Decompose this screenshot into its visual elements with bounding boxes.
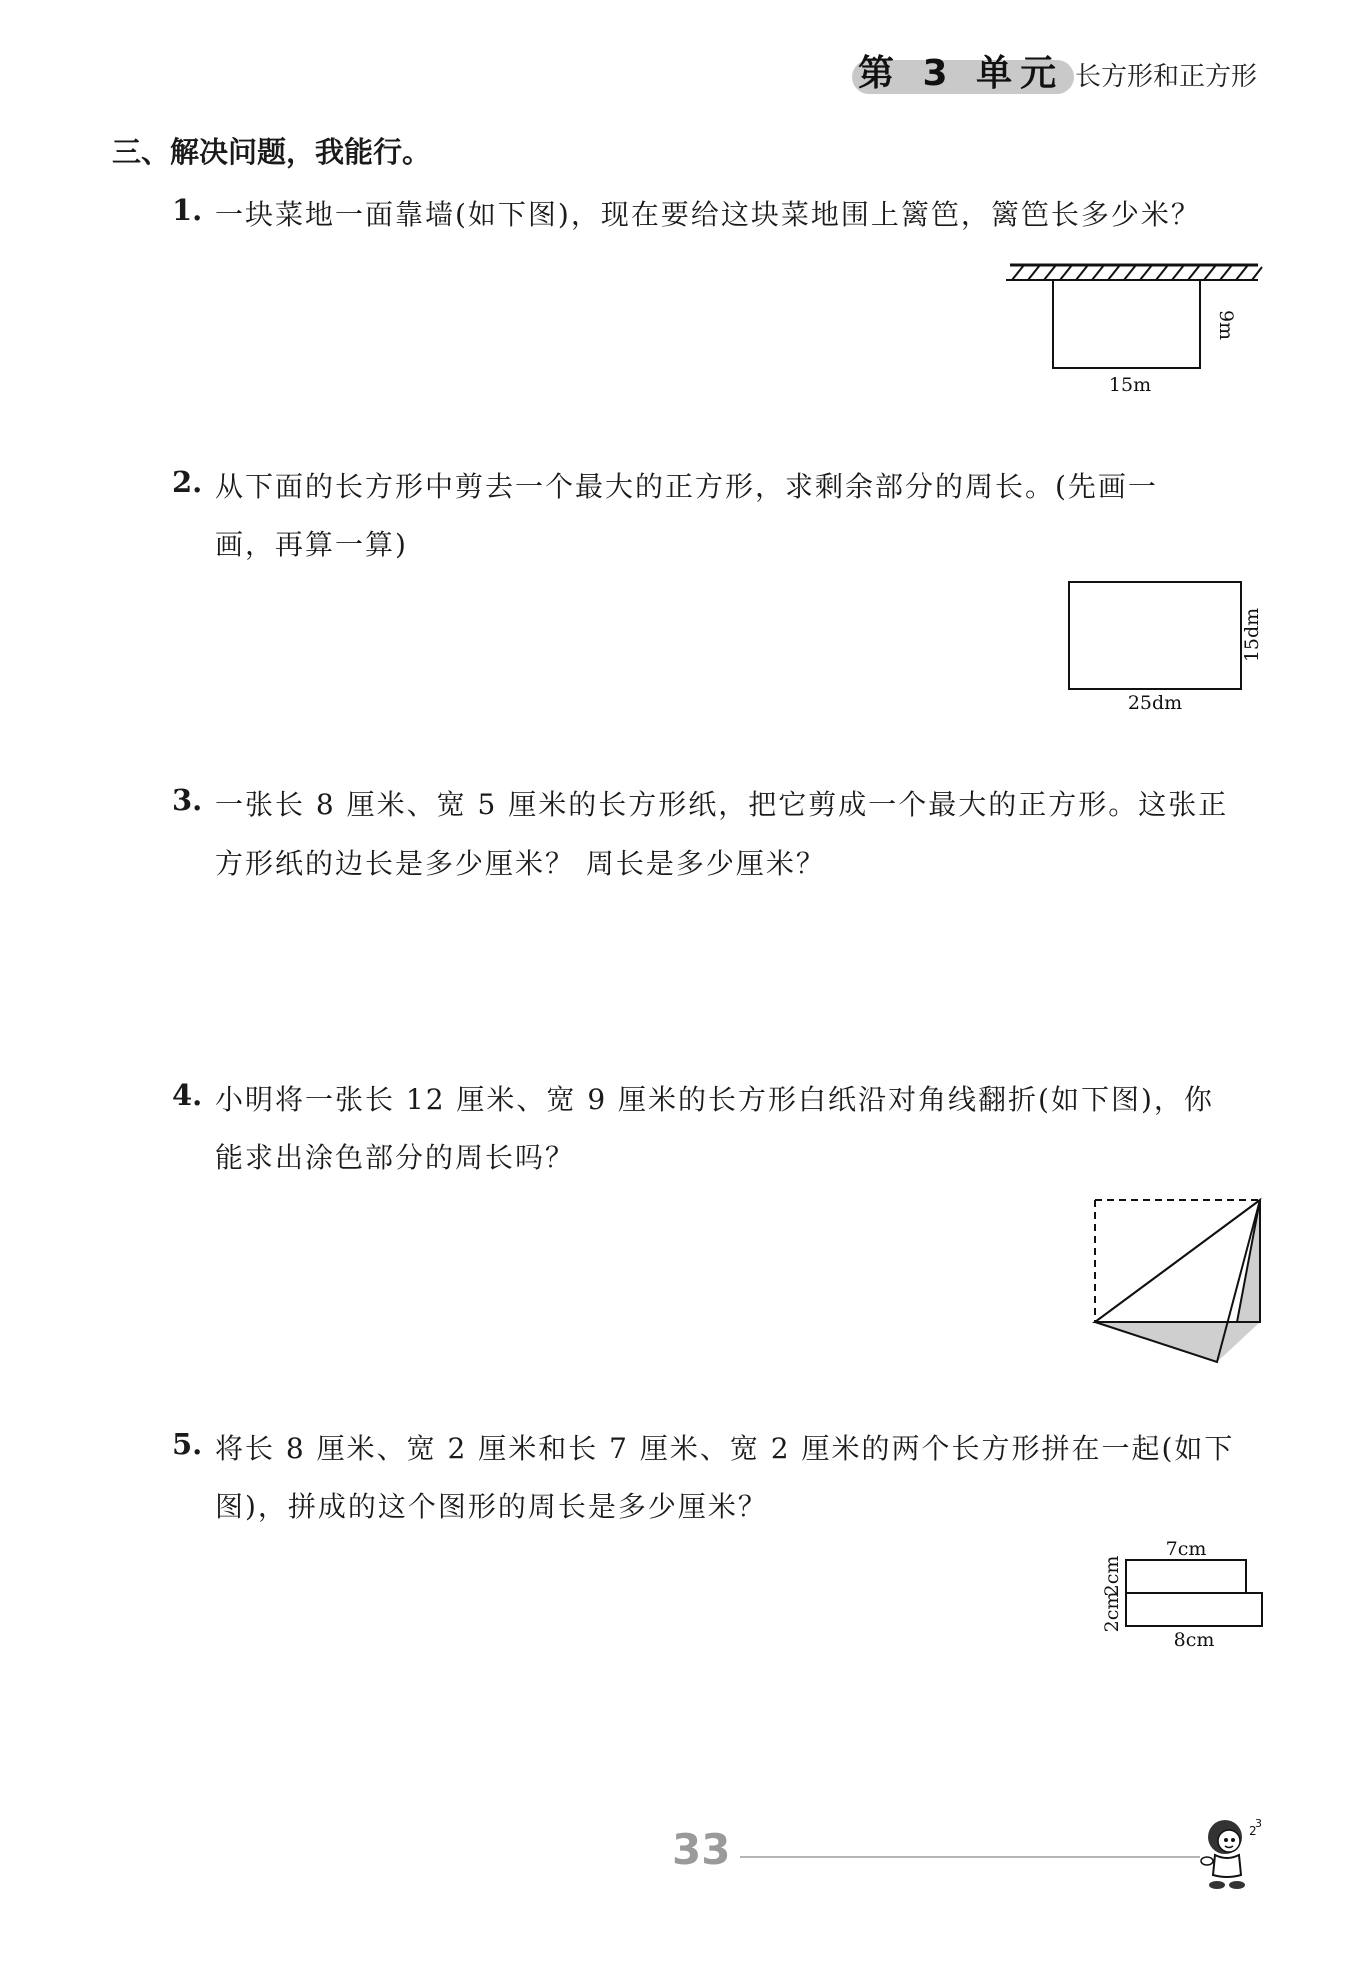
- garden-rectangle: [1053, 280, 1200, 368]
- rectangle-shape: [1069, 582, 1241, 689]
- figure-2-height-label: 15dm: [1241, 607, 1263, 663]
- figure-5-left-bottom-label: 2cm: [1101, 1591, 1123, 1633]
- top-rectangle: [1126, 1560, 1246, 1593]
- footer-rule: [740, 1856, 1200, 1858]
- question-1-line-1: 一块菜地一面靠墙(如下图)，现在要给这块菜地围上篱笆，篱笆长多少米？: [215, 198, 1201, 231]
- figure-folded-rectangle: [1085, 1190, 1270, 1365]
- figure-5-top-label: 7cm: [1165, 1538, 1207, 1560]
- unit-heading-text: 第 3 单元: [858, 53, 1065, 94]
- figure-rectangle-25x15: [1060, 575, 1280, 715]
- unit-heading: [858, 52, 1070, 96]
- question-3-line-2: 方形纸的边长是多少厘米？ 周长是多少厘米？: [215, 847, 826, 880]
- question-1-number: 1.: [172, 193, 203, 227]
- section-title: 三、解决问题，我能行。: [112, 135, 432, 169]
- question-3-line-1: 一张长 8 厘米、宽 5 厘米的长方形纸，把它剪成一个最大的正方形。这张正: [215, 788, 1229, 821]
- question-5-line-2: 图)，拼成的这个图形的周长是多少厘米？: [215, 1490, 768, 1523]
- question-3-number: 3.: [172, 783, 203, 817]
- cartoon-mascot-icon: [1195, 1815, 1265, 1895]
- svg-text:2: 2: [1249, 1824, 1257, 1838]
- svg-text:3: 3: [1255, 1817, 1262, 1830]
- figure-5-bottom-label: 8cm: [1173, 1629, 1215, 1651]
- figure-wall-garden: [1000, 255, 1265, 400]
- figure-1-width-label: 15m: [1108, 374, 1152, 396]
- question-4-number: 4.: [172, 1078, 203, 1112]
- question-2-number: 2.: [172, 465, 203, 499]
- figure-1-height-label: 9m: [1215, 309, 1237, 341]
- figure-2-width-label: 25dm: [1127, 692, 1183, 714]
- unit-topic: 长方形和正方形: [1075, 62, 1258, 92]
- question-2-line-2: 画，再算一算): [215, 528, 408, 561]
- question-4-line-1: 小明将一张长 12 厘米、宽 9 厘米的长方形白纸沿对角线翻折(如下图)，你: [215, 1083, 1214, 1116]
- bottom-rectangle: [1126, 1593, 1262, 1626]
- figure-5-left-top-label: 2cm: [1101, 1555, 1123, 1597]
- question-4-line-2: 能求出涂色部分的周长吗？: [215, 1141, 576, 1174]
- page-number: 33: [672, 1825, 731, 1874]
- question-5-number: 5.: [172, 1427, 203, 1461]
- figure-two-rectangles: [1098, 1532, 1268, 1657]
- wall-hatching: [1012, 265, 1262, 280]
- question-5-line-1: 将长 8 厘米、宽 2 厘米和长 7 厘米、宽 2 厘米的两个长方形拼在一起(如下: [215, 1432, 1235, 1465]
- question-2-line-1: 从下面的长方形中剪去一个最大的正方形，求剩余部分的周长。(先画一: [215, 470, 1158, 503]
